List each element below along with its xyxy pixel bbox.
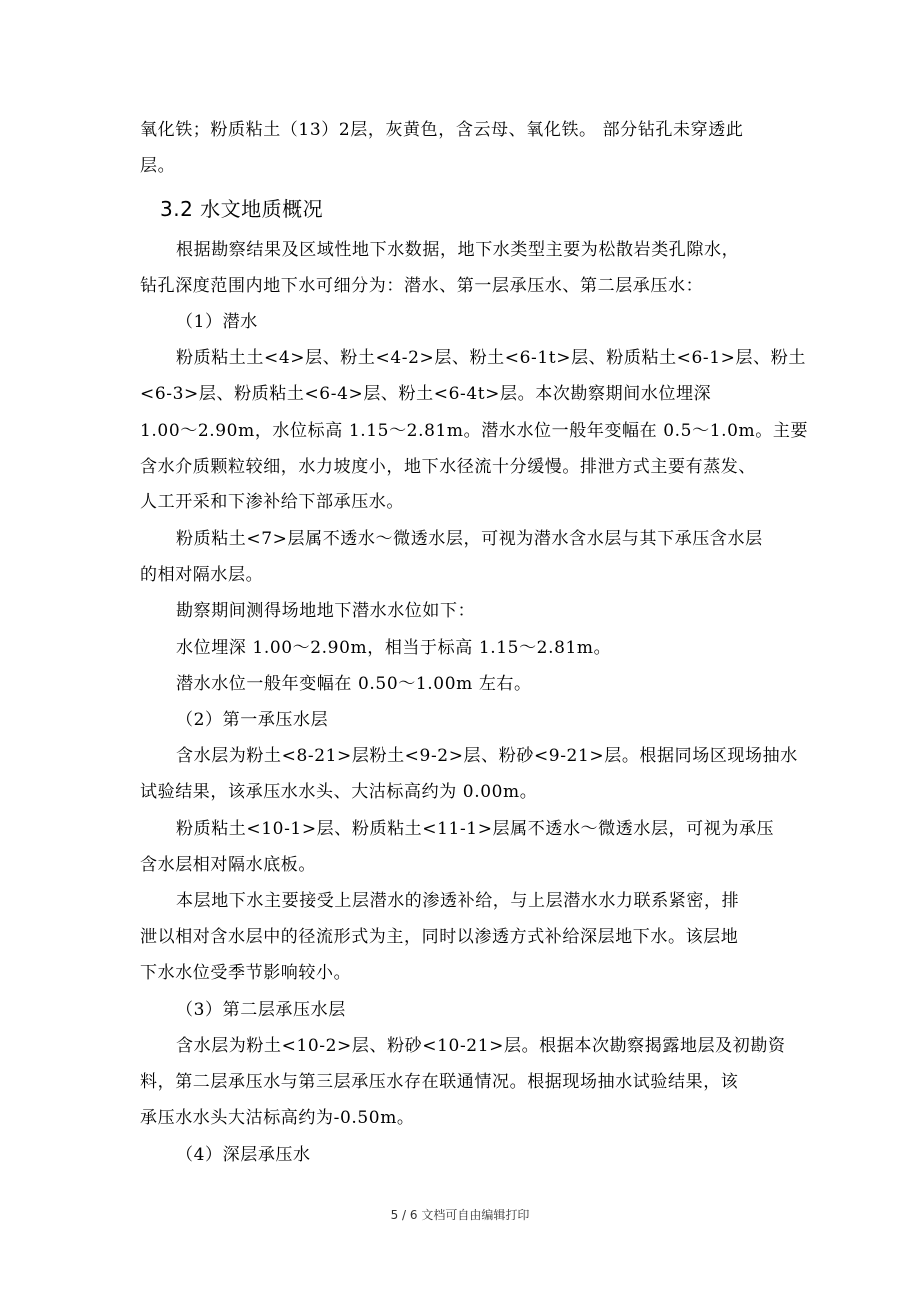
body-line: 潜水水位一般年变幅在 0.50～1.00m 左右。: [176, 674, 532, 694]
subsection-title: （3）第二层承压水层: [176, 1000, 346, 1020]
body-line: 下水水位受季节影响较小。: [140, 963, 352, 983]
body-line: 根据勘察结果及区域性地下水数据，地下水类型主要为松散岩类孔隙水，: [176, 240, 740, 260]
body-line: <6-3>层、粉质粘土<6-4>层、粉土<6-4t>层。本次勘察期间水位埋深: [140, 384, 712, 404]
body-line: 试验结果，该承压水水头、大沽标高约为 0.00m。: [140, 782, 538, 802]
body-line: 本层地下水主要接受上层潜水的渗透补给，与上层潜水水力联系紧密，排: [176, 891, 740, 911]
body-line: 粉质粘土<7>层属不透水～微透水层，可视为潜水含水层与其下承压含水层: [176, 529, 763, 549]
body-line: 料，第二层承压水与第三层承压水存在联通情况。根据现场抽水试验结果，该: [140, 1072, 739, 1092]
body-line: 勘察期间测得场地地下潜水水位如下：: [176, 601, 476, 621]
body-line: 层。: [140, 156, 176, 176]
body-line: 泄以相对含水层中的径流形式为主，同时以渗透方式补给深层地下水。该层地: [140, 927, 739, 947]
body-line: 含水介质颗粒较细，水力坡度小，地下水径流十分缓慢。排泄方式主要有蒸发、: [140, 457, 756, 477]
body-line: 1.00～2.90m，水位标高 1.15～2.81m。潜水水位一般年变幅在 0.5～1.0m。主要: [140, 421, 809, 441]
body-line: 人工开采和下渗补给下部承压水。: [140, 492, 404, 512]
body-line: 含水层相对隔水底板。: [140, 855, 316, 875]
body-line: 含水层为粉土<10-2>层、粉砂<10-21>层。根据本次勘察揭露地层及初勘资: [176, 1036, 786, 1056]
body-line: 含水层为粉土<8-21>层粉土<9-2>层、粉砂<9-21>层。根据同场区现场抽水: [176, 746, 798, 766]
page-footer: 5 / 6 文档可自由编辑打印: [390, 1208, 530, 1222]
body-line: 承压水水头大沽标高约为-0.50m。: [140, 1108, 415, 1128]
subsection-title: （1）潜水: [176, 312, 258, 332]
body-line: 钻孔深度范围内地下水可细分为：潜水、第一层承压水、第二层承压水：: [140, 276, 704, 296]
body-line: 粉质粘土<10-1>层、粉质粘土<11-1>层属不透水～微透水层，可视为承压: [176, 819, 775, 839]
subsection-title: （2）第一承压水层: [176, 710, 329, 730]
section-heading: 3.2 水文地质概况: [160, 197, 324, 221]
body-line: 的相对隔水层。: [140, 565, 264, 585]
body-line: 粉质粘土土<4>层、粉土<4-2>层、粉土<6-1t>层、粉质粘土<6-1>层、粉土: [176, 348, 806, 368]
subsection-title: （4）深层承压水: [176, 1145, 311, 1165]
body-line: 水位埋深 1.00～2.90m，相当于标高 1.15～2.81m。: [176, 638, 612, 658]
body-line: 氧化铁；粉质粘土（13）2层，灰黄色，含云母、氧化铁。 部分钻孔未穿透此: [140, 120, 744, 140]
